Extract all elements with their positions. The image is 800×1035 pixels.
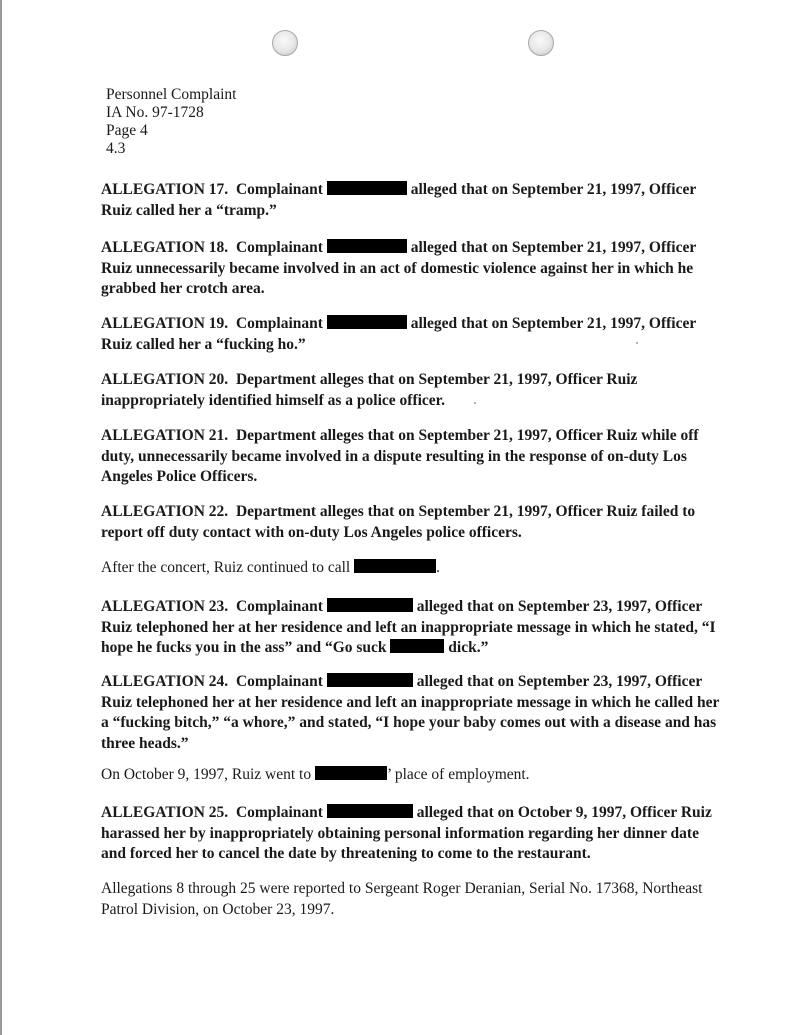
redaction-bar xyxy=(390,639,444,653)
header-section: 4.3 xyxy=(106,140,126,157)
allegation-label: ALLEGATION 18. xyxy=(101,239,229,256)
redaction-bar xyxy=(327,315,407,329)
allegation-22: ALLEGATION 22. Department alleges that on September 21, 1997, Officer Ruiz failed to report off duty contact with on-duty Los Angeles police officers. xyxy=(101,503,696,541)
header-ia-number: IA No. 97-1728 xyxy=(106,104,204,121)
allegation-19: ALLEGATION 19. Complainant alleged that on September 21, 1997, Officer Ruiz called her a “fucking ho.” xyxy=(101,315,696,353)
allegation-label: ALLEGATION 23. xyxy=(101,598,229,615)
redaction-bar xyxy=(354,559,436,573)
allegation-label: ALLEGATION 22. xyxy=(101,503,229,520)
document-header xyxy=(106,86,236,158)
allegation-18: ALLEGATION 18. Complainant alleged that on September 21, 1997, Officer Ruiz unnecessarily became involved in an act of domestic violence against her in which he grabbed her crotch area. xyxy=(101,239,696,297)
redaction-bar xyxy=(327,804,413,818)
header-page-number: Page 4 xyxy=(106,122,148,139)
allegation-label: ALLEGATION 24. xyxy=(101,673,229,690)
redaction-bar xyxy=(327,181,407,195)
redaction-bar xyxy=(327,673,413,687)
allegation-25: ALLEGATION 25. Complainant alleged that on October 9, 1997, Officer Ruiz harassed her by inappropriately obtaining personal information regarding her dinner date and forced her to cancel the date by threatening to come to the restaurant. xyxy=(101,804,712,862)
allegation-23: ALLEGATION 23. Complainant alleged that on September 23, 1997, Officer Ruiz telephoned her at her residence and left an inappropriate message in which he stated, “I hope he fucks you in the ass” and “Go suck dick.” xyxy=(101,598,716,656)
narrative-final-report: Allegations 8 through 25 were reported to Sergeant Roger Deranian, Serial No. 17368, Northeast Patrol Division, on October 23, 1997. xyxy=(101,880,703,918)
allegation-24: ALLEGATION 24. Complainant alleged that on September 23, 1997, Officer Ruiz telephoned her at her residence and left an inappropriate message in which he called her a “fucking bitch,” “a whore,” and stated, “I hope your baby comes out with a disease and has three heads.” xyxy=(101,673,720,752)
allegation-label: ALLEGATION 20. xyxy=(101,371,229,388)
allegation-label: ALLEGATION 17. xyxy=(101,181,229,198)
page-edge xyxy=(0,0,2,1035)
scan-speck xyxy=(474,402,476,404)
redaction-bar xyxy=(327,239,407,253)
redaction-bar xyxy=(327,598,413,612)
allegation-20: ALLEGATION 20. Department alleges that on September 21, 1997, Officer Ruiz inappropriately identified himself as a police officer. xyxy=(101,371,638,409)
allegation-21: ALLEGATION 21. Department alleges that on September 21, 1997, Officer Ruiz while off duty, unnecessarily became involved in a dispute resulting in the response of on-duty Los Angeles Police Officers. xyxy=(101,427,699,485)
allegation-label: ALLEGATION 19. xyxy=(101,315,229,332)
narrative-october-9: On October 9, 1997, Ruiz went to ’ place of employment. xyxy=(101,766,530,783)
redaction-bar xyxy=(315,766,387,780)
header-title: Personnel Complaint xyxy=(106,86,237,103)
narrative-concert: After the concert, Ruiz continued to call . xyxy=(101,559,440,576)
punch-hole-left xyxy=(272,30,298,56)
punch-hole-right xyxy=(528,30,554,56)
allegation-label: ALLEGATION 25. xyxy=(101,804,229,821)
allegation-label: ALLEGATION 21. xyxy=(101,427,229,444)
scan-speck xyxy=(636,342,638,344)
allegation-17: ALLEGATION 17. Complainant alleged that on September 21, 1997, Officer Ruiz called her a “tramp.” xyxy=(101,181,696,219)
